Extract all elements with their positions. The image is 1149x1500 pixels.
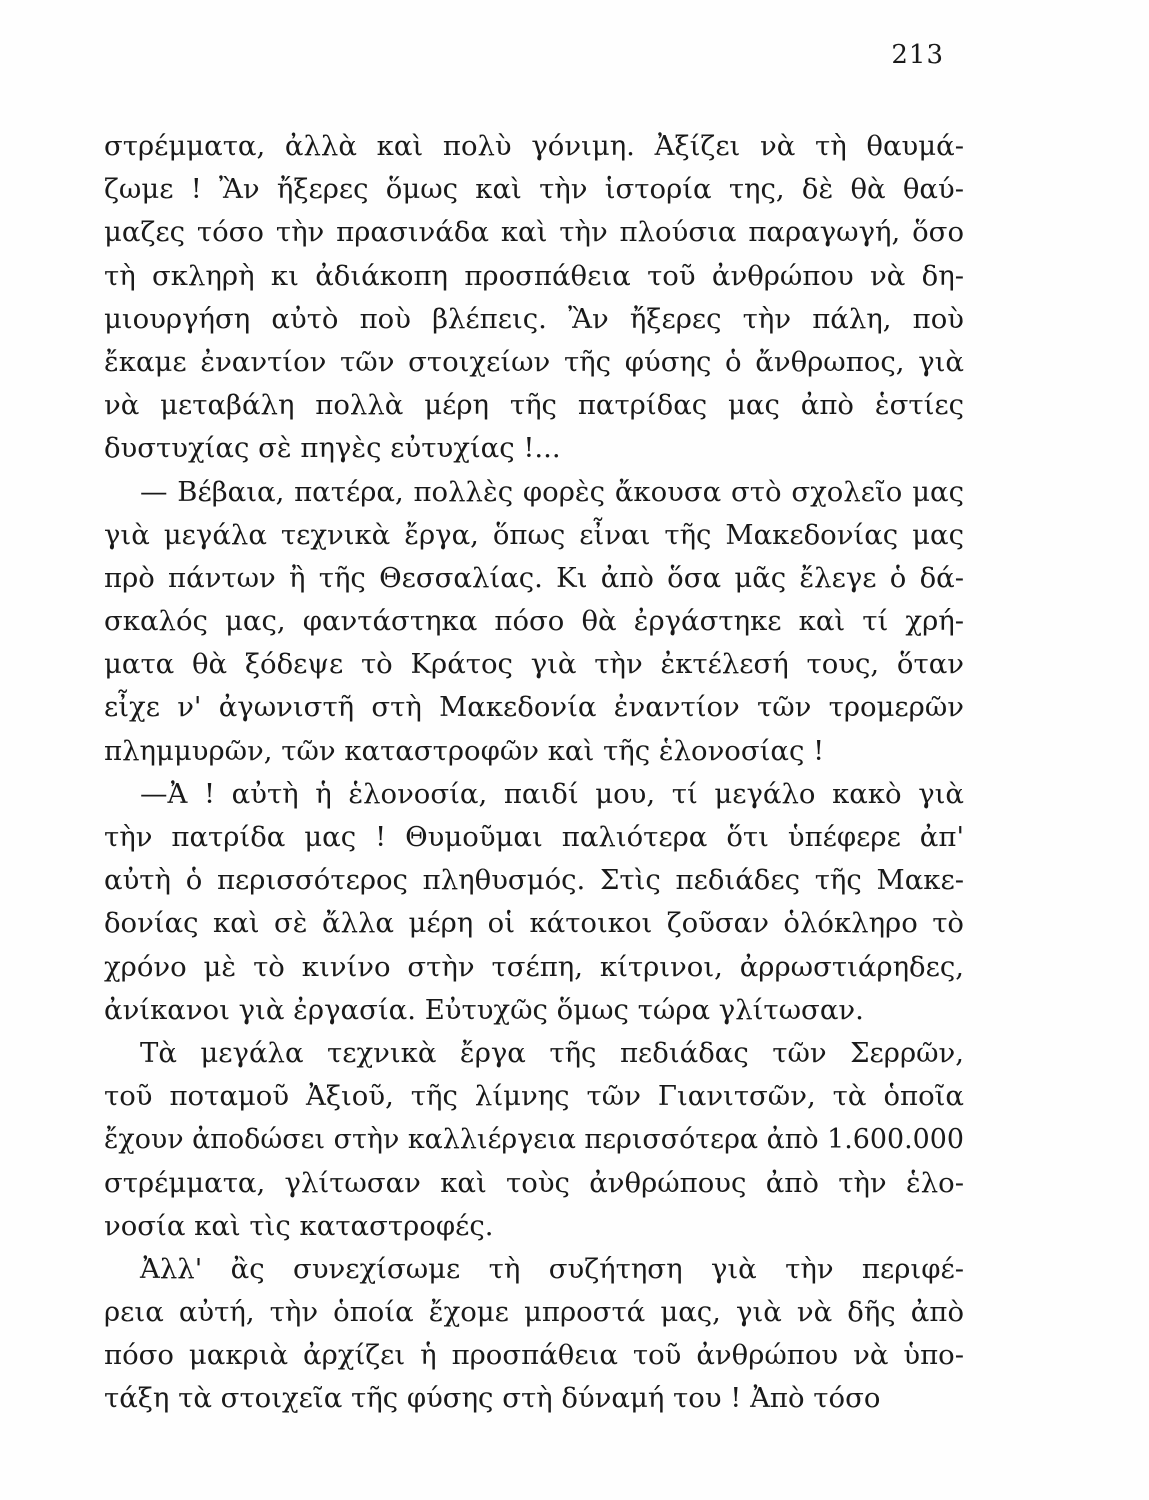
text-line: πλημμυρῶν, τῶν καταστροφῶν καὶ τῆς ἑλονοσίας ! [104,734,825,767]
text-line: χρόνο μὲ τὸ κινίνο στὴν τσέπη, κίτρινοι, ἀρρωστιάρηδες, [104,950,964,983]
text-line: πόσο μακριὰ ἀρχίζει ἡ προσπάθεια τοῦ ἀνθρώπου νὰ ὑπο- [104,1339,964,1372]
text-line: μιουργήση αὐτὸ ποὺ βλέπεις. Ἂν ἤξερες τὴν πάλη, ποὺ [104,302,964,335]
text-line: —Ἀ ! αὐτὴ ἡ ἑλονοσία, παιδί μου, τί μεγάλο κακὸ γιὰ [140,777,964,810]
text-line: ἔκαμε ἐναντίον τῶν στοιχείων τῆς φύσης ὁ ἄνθρωπος, γιὰ [104,345,964,378]
text-line: δονίας καὶ σὲ ἄλλα μέρη οἱ κάτοικοι ζοῦσαν ὁλόκληρο τὸ [104,907,964,940]
text-line: πρὸ πάντων ἢ τῆς Θεσσαλίας. Κι ἀπὸ ὅσα μᾶς ἔλεγε ὁ δά- [104,561,964,594]
text-line: Τὰ μεγάλα τεχνικὰ ἔργα τῆς πεδιάδας τῶν Σερρῶν, [140,1036,964,1069]
body-text [104,125,964,1421]
text-line: ρεια αὐτή, τὴν ὁποία ἔχομε μπροστά μας, γιὰ νὰ δῆς ἀπὸ [104,1296,964,1329]
text-line: γιὰ μεγάλα τεχνικὰ ἔργα, ὅπως εἶναι τῆς Μακεδονίας μας [104,518,964,551]
text-line: εἶχε ν' ἀγωνιστῆ στὴ Μακεδονία ἐναντίον τῶν τρομερῶν [104,691,964,724]
text-line: τὴν πατρίδα μας ! Θυμοῦμαι παλιότερα ὅτι ὑπέφερε ἀπ' [104,821,964,853]
text-line: ζωμε ! Ἂν ἤξερες ὅμως καὶ τὴν ἱστορία της, δὲ θὰ θαύ- [104,173,964,206]
text-line: αὐτὴ ὁ περισσότερος πληθυσμός. Στὶς πεδιάδες τῆς Μακε- [104,864,964,897]
text-line: δυστυχίας σὲ πηγὲς εὐτυχίας !... [104,432,561,465]
text-line: Ἀλλ' ἂς συνεχίσωμε τὴ συζήτηση γιὰ τὴν περιφέ- [140,1252,964,1285]
text-line: νὰ μεταβάλη πολλὰ μέρη τῆς πατρίδας μας ἀπὸ ἑστίες [104,389,964,422]
text-line: τὴ σκληρὴ κι ἀδιάκοπη προσπάθεια τοῦ ἀνθρώπου νὰ δη- [104,259,964,292]
text-line: ματα θὰ ξόδεψε τὸ Κράτος γιὰ τὴν ἐκτέλεσή τους, ὅταν [104,648,964,681]
text-line: ἀνίκανοι γιὰ ἐργασία. Εὐτυχῶς ὅμως τώρα γλίτωσαν. [104,993,864,1026]
text-line: τοῦ ποταμοῦ Ἀξιοῦ, τῆς λίμνης τῶν Γιανιτσῶν, τὰ ὁποῖα [104,1080,964,1113]
text-line: — Βέβαια, πατέρα, πολλὲς φορὲς ἄκουσα στὸ σχολεῖο μας [140,475,964,508]
text-line: στρέμματα, γλίτωσαν καὶ τοὺς ἀνθρώπους ἀπὸ τὴν ἑλο- [104,1166,964,1199]
page-number: 213 [891,40,944,70]
text-line: τάξη τὰ στοιχεῖα τῆς φύσης στὴ δύναμή του ! Ἀπὸ τόσο [104,1382,881,1415]
text-line: νοσία καὶ τὶς καταστροφές. [104,1209,494,1242]
text-line: σκαλός μας, φαντάστηκα πόσο θὰ ἐργάστηκε καὶ τί χρή- [104,605,964,638]
text-line: στρέμματα, ἀλλὰ καὶ πολὺ γόνιμη. Ἀξίζει νὰ τὴ θαυμά- [104,130,964,162]
text-line: μαζες τόσο τὴν πρασινάδα καὶ τὴν πλούσια παραγωγή, ὅσο [104,216,964,249]
text-line: ἔχουν ἀποδώσει στὴν καλλιέργεια περισσότερα ἀπὸ 1.600.000 [104,1123,964,1156]
